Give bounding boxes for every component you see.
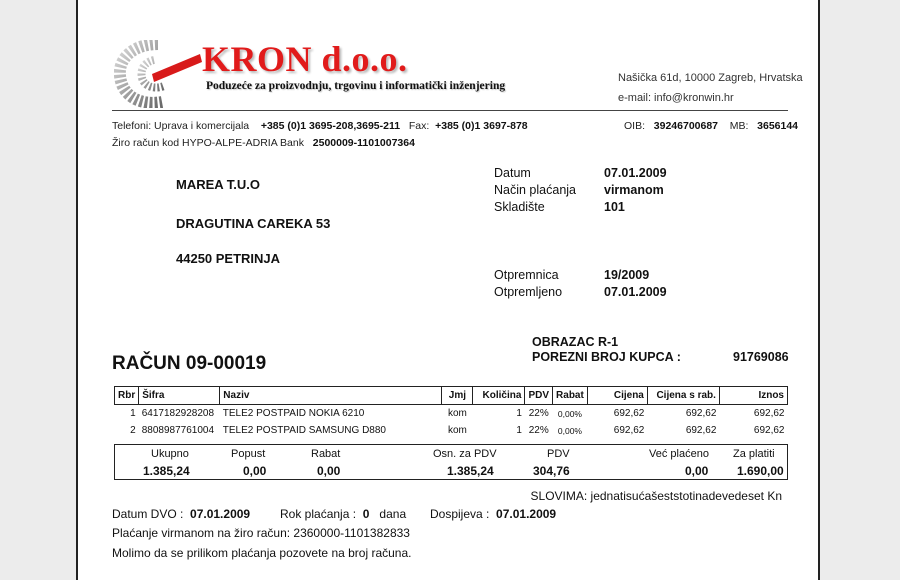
rabat-value: 0,00 <box>317 464 341 478</box>
skladiste-label: Skladište <box>494 200 545 214</box>
otpremljeno-value: 07.01.2009 <box>604 285 667 299</box>
table-header-row <box>115 387 788 405</box>
fax-label: Fax: <box>408 120 430 132</box>
datum-value: 07.01.2009 <box>604 166 667 180</box>
table-row <box>115 405 788 423</box>
slovima-text: SLOVIMA: jednatisućašeststotinadevedeset Kn <box>530 489 782 503</box>
row-kolicina: 1 <box>516 408 522 419</box>
row-pdv: 22% <box>528 408 549 419</box>
popust-label: Popust <box>231 448 266 460</box>
rok-unit: dana <box>379 507 407 521</box>
ziro-text: Plaćanje virmanom na žiro račun: 2360000-1101382833 <box>112 526 410 540</box>
otpremnica-value: 19/2009 <box>604 268 650 282</box>
skladiste-value: 101 <box>604 200 625 214</box>
osn-value: 1.385,24 <box>447 464 494 478</box>
row-cijena-rab: 692,62 <box>685 408 717 419</box>
company-tagline: Poduzeće za proizvodnju, trgovinu i informatički inženjering <box>206 80 506 92</box>
col-naziv: Naziv <box>220 387 442 405</box>
oib-mb-line <box>624 120 798 132</box>
otpremljeno-label: Otpremljeno <box>494 285 563 299</box>
row-jmj: kom <box>447 408 467 419</box>
dospijeva-value: 07.01.2009 <box>496 507 557 521</box>
dvo-line <box>112 507 250 521</box>
dvo-value: 07.01.2009 <box>190 507 251 521</box>
ukupno-value: 1.385,24 <box>143 464 190 478</box>
phones-label: Telefoni: Uprava i komercijala <box>112 120 250 132</box>
rok-label: Rok plaćanja : <box>280 507 357 521</box>
placeno-label: Već plaćeno <box>649 448 709 460</box>
company-address: Našička 61d, 10000 Zagreb, Hrvatska <box>618 72 803 84</box>
phones-line <box>112 120 528 132</box>
rok-value: 0 <box>362 507 370 521</box>
obrazac-label: OBRAZAC R-1 <box>532 335 619 349</box>
col-pdv: PDV <box>525 387 553 405</box>
row-rbr: 2 <box>130 425 136 436</box>
col-rbr: Rbr <box>115 387 139 405</box>
col-iznos: Iznos <box>719 387 787 405</box>
molimo-text: Molimo da se prilikom plaćanja pozovete na broj računa. <box>112 546 412 560</box>
table-row <box>115 422 788 439</box>
bank-line <box>112 137 415 149</box>
row-rabat: 0,00% <box>557 408 582 419</box>
col-kolicina: Količina <box>473 387 525 405</box>
col-rabat: Rabat <box>553 387 588 405</box>
company-email: e-mail: info@kronwin.hr <box>618 92 734 104</box>
totals-box <box>114 444 788 480</box>
otpremnica-label: Otpremnica <box>494 268 559 282</box>
row-naziv: TELE2 POSTPAID SAMSUNG D880 <box>222 425 386 436</box>
ukupno-label: Ukupno <box>151 448 189 460</box>
placeno-value: 0,00 <box>685 464 709 478</box>
oib-value: 39246700687 <box>653 120 719 132</box>
platiti-value: 1.690,00 <box>737 464 784 478</box>
dvo-label: Datum DVO : <box>112 507 184 521</box>
dospijeva-line <box>430 507 556 521</box>
bank-label: Žiro račun kod HYPO-ALPE-ADRIA Bank <box>112 137 304 149</box>
placanje-label: Način plaćanja <box>494 183 576 197</box>
placanje-value: virmanom <box>604 183 664 197</box>
col-jmj: Jmj <box>442 387 473 405</box>
kron-logo-icon <box>114 40 204 108</box>
datum-label: Datum <box>494 166 531 180</box>
mb-value: 3656144 <box>757 120 799 132</box>
invoice-title: RAČUN 09-00019 <box>112 353 267 374</box>
mb-label: MB: <box>729 120 749 132</box>
invoice-page <box>76 0 820 580</box>
fax-value: +385 (0)1 3697-878 <box>435 120 528 132</box>
row-sifra: 6417182928208 <box>141 408 215 419</box>
popust-value: 0,00 <box>243 464 267 478</box>
row-naziv: TELE2 POSTPAID NOKIA 6210 <box>222 408 365 419</box>
row-iznos: 692,62 <box>753 425 785 436</box>
buyer-name: MAREA T.U.O <box>176 177 261 192</box>
bank-value: 2500009-1101007364 <box>312 137 415 149</box>
row-jmj: kom <box>447 425 467 436</box>
phones-value: +385 (0)1 3695-208,3695-211 <box>260 120 401 132</box>
buyer-street: DRAGUTINA CAREKA 53 <box>176 216 331 231</box>
row-pdv: 22% <box>528 425 549 436</box>
col-cijena-rab: Cijena s rab. <box>647 387 719 405</box>
pdv-label: PDV <box>547 448 570 460</box>
col-sifra: Šifra <box>139 387 220 405</box>
row-kolicina: 1 <box>516 425 522 436</box>
dospijeva-label: Dospijeva : <box>430 507 490 521</box>
porezni-label: POREZNI BROJ KUPCA : <box>532 350 681 364</box>
row-cijena: 692,62 <box>613 408 645 419</box>
row-iznos: 692,62 <box>753 408 785 419</box>
header-divider <box>112 110 788 111</box>
rok-line <box>280 507 406 521</box>
row-rbr: 1 <box>130 408 136 419</box>
row-rabat: 0,00% <box>557 425 582 436</box>
company-name: KRON d.o.o. <box>202 39 408 79</box>
oib-label: OIB: <box>624 120 646 132</box>
row-cijena: 692,62 <box>613 425 645 436</box>
porezni-value: 91769086 <box>733 350 789 364</box>
platiti-label: Za platiti <box>733 448 775 460</box>
buyer-city: 44250 PETRINJA <box>176 251 281 266</box>
pdv-value: 304,76 <box>533 464 570 478</box>
row-cijena-rab: 692,62 <box>685 425 717 436</box>
row-sifra: 8808987761004 <box>141 425 215 436</box>
osn-label: Osn. za PDV <box>433 448 497 460</box>
items-table <box>114 386 788 439</box>
rabat-label: Rabat <box>311 448 341 460</box>
col-cijena: Cijena <box>587 387 647 405</box>
